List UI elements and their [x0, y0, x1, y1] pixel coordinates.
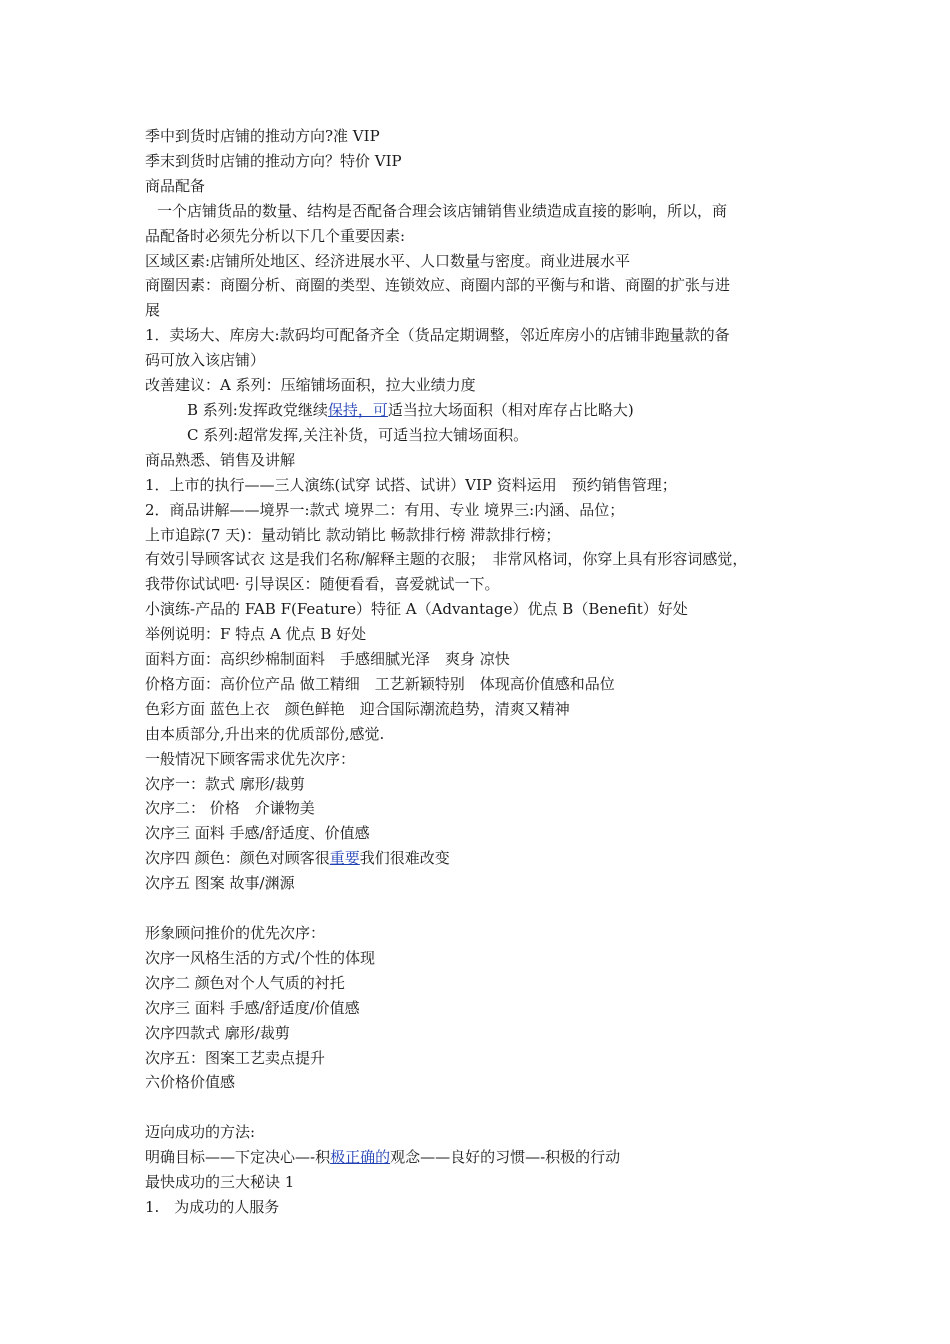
inline-link[interactable]: 保持，可	[327, 400, 388, 419]
inline-link[interactable]: 极正确的	[330, 1148, 391, 1167]
text-line: 小演练-产品的 FAB F(Feature）特征 A（Advantage）优点 B（Benefit）好处	[145, 600, 688, 619]
list-item: 次序二 颜色对个人气质的衬托	[145, 973, 345, 992]
text-line	[145, 398, 815, 423]
text-line: 迈向成功的方法:	[145, 1123, 256, 1142]
text-line: C 系列:超常发挥,关注补货，可适当拉大铺场面积。	[187, 425, 529, 444]
text-span: 我们很难改变	[359, 849, 450, 868]
blank-line	[145, 896, 815, 921]
inline-link[interactable]: 重要	[329, 849, 360, 868]
list-item: 次序五 图案 故事/渊源	[145, 874, 295, 893]
text-line: 2．商品讲解——境界一:款式 境界二：有用、专业 境界三:内涵、品位；	[145, 500, 625, 519]
text-line	[145, 1145, 815, 1170]
text-span: 适当拉大场面积（相对库存占比略大)	[387, 400, 634, 419]
text-line: 季末到货时店铺的推动方向？特价 VIP	[145, 151, 402, 170]
text-line: 有效引导顾客试衣 这是我们名称/解释主题的衣服； 非常风格词，你穿上具有形容词感觉，	[145, 550, 748, 569]
text-line: 码可放入该店铺）	[145, 351, 266, 370]
text-line: 形象顾问推价的优先次序：	[145, 923, 326, 942]
text-line: 改善建议：A 系列：压缩铺场面积，拉大业绩力度	[145, 376, 476, 395]
text-line: 1．卖场大、库房大:款码均可配备齐全（货品定期调整，邻近库房小的店铺非跑量款的备	[145, 326, 730, 345]
list-item: 次序三 面料 手感/舒适度/价值感	[145, 998, 360, 1017]
text-line: 1．上市的执行——三人演练(试穿 试搭、试讲）VIP 资料运用 预约销售管理；	[145, 475, 677, 494]
text-line: 色彩方面 蓝色上衣 颜色鲜艳 迎合国际潮流趋势，清爽又精神	[145, 699, 570, 718]
text-span: 次序四 颜色：颜色对顾客很	[145, 849, 330, 868]
text-line: 一般情况下顾客需求优先次序：	[145, 749, 356, 768]
text-line: 面料方面：高织纱棉制面料 手感细腻光泽 爽身 凉快	[145, 650, 510, 669]
text-span: B 系列:发挥政党继续	[187, 400, 328, 419]
text-span: 观念——良好的习惯—-积极的行动	[390, 1148, 621, 1167]
list-item: 次序二： 价格 介谦物美	[145, 799, 315, 818]
text-line: 举例说明：F 特点 A 优点 B 好处	[145, 625, 367, 644]
text-line: 我带你试试吧· 引导误区：随便看看，喜爱就试一下。	[145, 575, 500, 594]
paragraph-line: 品配备时必须先分析以下几个重要因素:	[145, 226, 406, 245]
text-line: 最快成功的三大秘诀 1	[145, 1173, 295, 1192]
section-heading: 商品熟悉、销售及讲解	[145, 450, 296, 469]
text-line: 展	[145, 301, 161, 320]
text-line: 价格方面：高价位产品 做工精细 工艺新颖特别 体现高价值感和品位	[145, 674, 615, 693]
section-heading: 商品配备	[145, 176, 206, 195]
paragraph-line: 一个店铺货品的数量、结构是否配备合理会该店铺销售业绩造成直接的影响，所以，商	[157, 201, 728, 220]
text-line: 由本质部分,升出来的优质部份,感觉.	[145, 724, 385, 743]
text-line: 区域区素:店铺所处地区、经济进展水平、人口数量与密度。商业进展水平	[145, 251, 631, 270]
list-item: 次序一：款式 廓形/裁剪	[145, 774, 305, 793]
text-line: 季中到货时店铺的推动方向?准 VIP	[145, 127, 380, 145]
document-body	[145, 124, 815, 1220]
list-item: 次序三 面料 手感/舒适度、价值感	[145, 824, 370, 843]
list-item: 次序五：图案工艺卖点提升	[145, 1048, 326, 1067]
text-line: 上市追踪(7 天)：量动销比 款动销比 畅款排行榜 滞款排行榜；	[145, 525, 561, 544]
list-item	[145, 846, 815, 871]
list-item: 次序四款式 廓形/裁剪	[145, 1023, 290, 1042]
text-line: 商圈因素：商圈分析、商圈的类型、连锁效应、商圈内部的平衡与和谐、商圈的扩张与进	[145, 276, 731, 295]
list-item: 1. 为成功的人服务	[145, 1197, 280, 1216]
text-span: 明确目标——下定决心—-积	[145, 1148, 331, 1167]
list-item: 六价格价值感	[145, 1073, 236, 1092]
blank-line	[145, 1095, 815, 1120]
list-item: 次序一风格生活的方式/个性的体现	[145, 948, 376, 967]
